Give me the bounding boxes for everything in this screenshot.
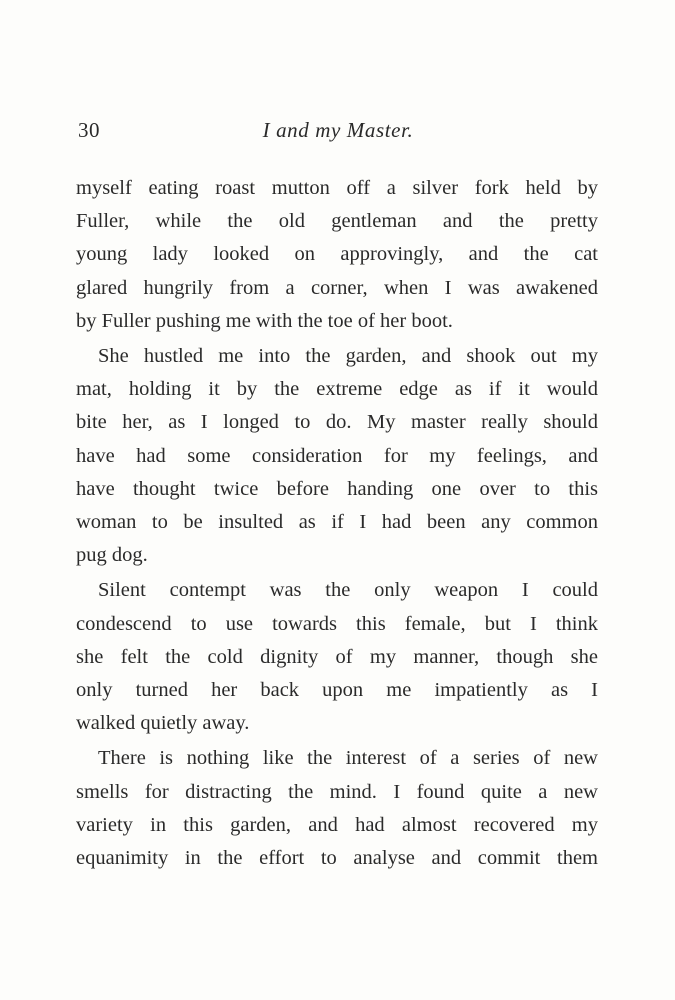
paragraph-4 (76, 742, 598, 875)
text-line: only turned her back upon me impatiently as I (76, 679, 598, 702)
paragraph-1 (76, 172, 598, 338)
text-line: young lady looked on approvingly, and the cat (76, 243, 598, 266)
text-line: myself eating roast mutton off a silver fork held by (76, 177, 598, 199)
text-line: walked quietly away. (76, 712, 250, 735)
text-line: There is nothing like the interest of a series of new (98, 747, 598, 770)
paragraph-2 (76, 340, 598, 572)
running-title: I and my Master. (262, 118, 414, 142)
page-number: 30 (78, 118, 100, 142)
page-header (78, 118, 598, 148)
text-line: variety in this garden, and had almost recovered my (76, 813, 598, 836)
text-line: have thought twice before handing one over to this (76, 477, 598, 500)
text-line: glared hungrily from a corner, when I was awakened (76, 276, 598, 299)
text-line: woman to be insulted as if I had been any common (76, 511, 598, 534)
text-line: bite her, as I longed to do. My master really should (76, 411, 598, 434)
text-line: pug dog. (76, 544, 148, 567)
text-line: by Fuller pushing me with the toe of her boot. (76, 309, 453, 332)
text-line: She hustled me into the garden, and shook out my (98, 345, 598, 368)
text-line: equanimity in the effort to analyse and commit them (76, 847, 598, 870)
text-line: she felt the cold dignity of my manner, though she (76, 645, 598, 668)
text-line: condescend to use towards this female, but I think (76, 612, 598, 635)
text-line: mat, holding it by the extreme edge as if it would (76, 378, 598, 401)
body-text (76, 172, 598, 875)
paragraph-3 (76, 574, 598, 740)
text-line: Fuller, while the old gentleman and the pretty (76, 210, 598, 233)
text-line: smells for distracting the mind. I found quite a new (76, 780, 598, 803)
text-line: Silent contempt was the only weapon I could (98, 579, 598, 602)
text-line: have had some consideration for my feelings, and (76, 444, 598, 467)
